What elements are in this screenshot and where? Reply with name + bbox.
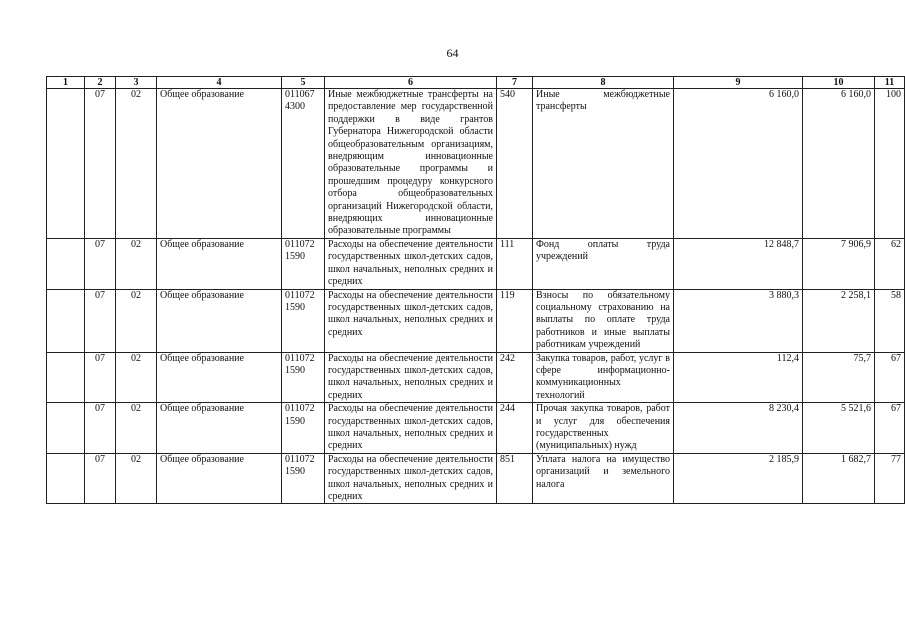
table-row (47, 352, 905, 403)
table-row (47, 403, 905, 454)
cell-blank (47, 403, 85, 454)
cell-section: 07 (85, 352, 116, 403)
cell-plan: 8 230,4 (674, 403, 803, 454)
cell-target-name: Расходы на обеспечение деятельности государственных школ-детских садов, школ начальных, неполных средних и средних (325, 238, 497, 289)
cell-target-code: 011072 1590 (282, 238, 325, 289)
cell-target-name: Расходы на обеспечение деятельности государственных школ-детских садов, школ начальных, неполных средних и средних (325, 453, 497, 504)
cell-section-name: Общее образование (157, 289, 282, 352)
table-row (47, 289, 905, 352)
cell-target-name: Расходы на обеспечение деятельности государственных школ-детских садов, школ начальных, неполных средних и средних (325, 403, 497, 454)
cell-target-name: Иные межбюджетные трансферты на предоставление мер государственной поддержки в виде грантов Губернатора Нижегородской области общеобразовательным организациям, внедряющим инновационные образовательные программы и прошедшим процедуру конкурсного отбора общеобразовательных организаций Нижегородской области, внедряющих инновационные образовательные программы (325, 89, 497, 239)
cell-blank (47, 453, 85, 504)
col-header-11: 11 (875, 77, 905, 89)
cell-percent: 67 (875, 403, 905, 454)
cell-actual: 7 906,9 (803, 238, 875, 289)
cell-section-name: Общее образование (157, 89, 282, 239)
cell-section: 07 (85, 289, 116, 352)
col-header-4: 4 (157, 77, 282, 89)
col-header-7: 7 (497, 77, 533, 89)
cell-percent: 67 (875, 352, 905, 403)
cell-blank (47, 89, 85, 239)
cell-expense-name: Фонд оплаты труда учреждений (533, 238, 674, 289)
cell-expense-name: Взносы по обязательному социальному страхованию на выплаты по оплате труда работников и иные выплаты работникам учреждений (533, 289, 674, 352)
cell-expense-code: 244 (497, 403, 533, 454)
cell-subsection: 02 (116, 453, 157, 504)
table-row (47, 453, 905, 504)
cell-expense-name: Уплата налога на имущество организаций и земельного налога (533, 453, 674, 504)
cell-section-name: Общее образование (157, 403, 282, 454)
cell-section: 07 (85, 403, 116, 454)
cell-plan: 3 880,3 (674, 289, 803, 352)
col-header-10: 10 (803, 77, 875, 89)
cell-actual: 5 521,6 (803, 403, 875, 454)
cell-target-name: Расходы на обеспечение деятельности государственных школ-детских садов, школ начальных, неполных средних и средних (325, 289, 497, 352)
cell-expense-name: Иные межбюджетные трансферты (533, 89, 674, 239)
table-body (47, 89, 905, 504)
cell-actual: 1 682,7 (803, 453, 875, 504)
cell-subsection: 02 (116, 403, 157, 454)
cell-expense-code: 242 (497, 352, 533, 403)
cell-subsection: 02 (116, 289, 157, 352)
col-header-9: 9 (674, 77, 803, 89)
table-row (47, 238, 905, 289)
cell-section-name: Общее образование (157, 352, 282, 403)
col-header-3: 3 (116, 77, 157, 89)
cell-percent: 62 (875, 238, 905, 289)
cell-target-code: 011072 1590 (282, 453, 325, 504)
cell-subsection: 02 (116, 238, 157, 289)
cell-section: 07 (85, 238, 116, 289)
col-header-2: 2 (85, 77, 116, 89)
cell-blank (47, 238, 85, 289)
cell-target-code: 011067 4300 (282, 89, 325, 239)
col-header-8: 8 (533, 77, 674, 89)
cell-expense-code: 540 (497, 89, 533, 239)
cell-section-name: Общее образование (157, 453, 282, 504)
table-row (47, 89, 905, 239)
cell-percent: 58 (875, 289, 905, 352)
budget-table (46, 76, 905, 504)
col-header-1: 1 (47, 77, 85, 89)
cell-actual: 6 160,0 (803, 89, 875, 239)
cell-blank (47, 352, 85, 403)
cell-subsection: 02 (116, 352, 157, 403)
cell-expense-code: 851 (497, 453, 533, 504)
table-header (47, 77, 905, 89)
col-header-5: 5 (282, 77, 325, 89)
cell-blank (47, 289, 85, 352)
cell-percent: 77 (875, 453, 905, 504)
cell-target-code: 011072 1590 (282, 403, 325, 454)
cell-section: 07 (85, 453, 116, 504)
cell-plan: 112,4 (674, 352, 803, 403)
cell-percent: 100 (875, 89, 905, 239)
cell-expense-code: 111 (497, 238, 533, 289)
cell-target-name: Расходы на обеспечение деятельности государственных школ-детских садов, школ начальных, неполных средних и средних (325, 352, 497, 403)
cell-target-code: 011072 1590 (282, 352, 325, 403)
cell-section: 07 (85, 89, 116, 239)
cell-plan: 2 185,9 (674, 453, 803, 504)
cell-actual: 2 258,1 (803, 289, 875, 352)
header-row (47, 77, 905, 89)
cell-section-name: Общее образование (157, 238, 282, 289)
cell-plan: 6 160,0 (674, 89, 803, 239)
cell-subsection: 02 (116, 89, 157, 239)
cell-actual: 75,7 (803, 352, 875, 403)
cell-target-code: 011072 1590 (282, 289, 325, 352)
cell-expense-name: Закупка товаров, работ, услуг в сфере информационно-коммуникационных технологий (533, 352, 674, 403)
page-number: 64 (446, 46, 459, 60)
cell-plan: 12 848,7 (674, 238, 803, 289)
cell-expense-code: 119 (497, 289, 533, 352)
col-header-6: 6 (325, 77, 497, 89)
cell-expense-name: Прочая закупка товаров, работ и услуг для обеспечения государственных (муниципальных) нужд (533, 403, 674, 454)
